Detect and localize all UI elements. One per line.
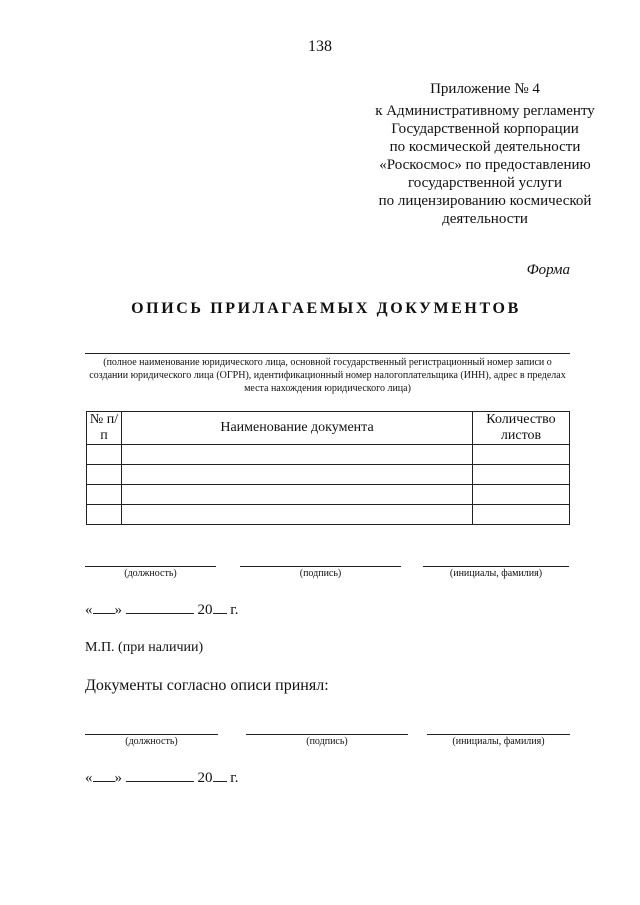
position-caption: (должность) [124, 568, 177, 579]
appendix-line: к Административному регламенту [375, 103, 595, 119]
month-field[interactable] [126, 601, 194, 614]
table-cell[interactable] [122, 445, 473, 465]
year-field[interactable] [213, 769, 227, 782]
year-suffix: г. [230, 770, 239, 786]
table-header-row [87, 412, 570, 445]
accepted-label: Документы согласно описи принял: [85, 677, 329, 694]
appendix-line: по космической деятельности [389, 139, 581, 155]
year-field[interactable] [213, 601, 227, 614]
name-field[interactable] [427, 734, 570, 735]
signature-caption: (подпись) [299, 568, 342, 579]
header-document-name: Наименование документа [122, 412, 473, 445]
appendix-line: деятельности [442, 211, 528, 227]
table-cell[interactable] [473, 485, 570, 505]
close-quote: » [114, 602, 122, 618]
table-cell[interactable] [87, 505, 122, 525]
appendix-line: Государственной корпорации [391, 121, 579, 137]
year-prefix: 20 [197, 602, 213, 618]
table-cell[interactable] [473, 465, 570, 485]
name-caption: (инициалы, фамилия) [452, 736, 545, 747]
open-quote: « [85, 602, 93, 618]
appendix-line: государственной услуги [408, 175, 562, 191]
day-field[interactable] [93, 601, 115, 614]
table-cell[interactable] [87, 485, 122, 505]
header-number: № п/п [87, 412, 122, 445]
open-quote: « [85, 770, 93, 786]
appendix-line: «Роскосмос» по предоставлению [379, 157, 591, 173]
table-row [87, 505, 570, 525]
table-cell[interactable] [122, 505, 473, 525]
year-suffix: г. [230, 602, 239, 618]
organization-name-field[interactable] [85, 353, 570, 354]
organization-caption: (полное наименование юридического лица, основной государственный регистрационный номер записи о создании юридического лица (ОГРН), идентификационный номер налогоплательщика (ИНН), адрес в пределах места нахождения юридического лица) [89, 357, 566, 394]
date-line [85, 769, 238, 787]
year-prefix: 20 [197, 770, 213, 786]
month-field[interactable] [126, 769, 194, 782]
document-title: ОПИСЬ ПРИЛАГАЕМЫХ ДОКУМЕНТОВ [131, 300, 521, 317]
day-field[interactable] [93, 769, 115, 782]
table-cell[interactable] [87, 465, 122, 485]
table-row [87, 485, 570, 505]
appendix-line: по лицензированию космической [378, 193, 592, 209]
table-cell[interactable] [87, 445, 122, 465]
appendix-header [360, 80, 610, 228]
table-row [87, 465, 570, 485]
stamp-note: М.П. (при наличии) [85, 640, 204, 655]
table-cell[interactable] [473, 505, 570, 525]
form-label: Форма [526, 262, 570, 278]
close-quote: » [114, 770, 122, 786]
position-field[interactable] [85, 566, 216, 567]
page-number: 138 [308, 38, 332, 55]
name-field[interactable] [423, 566, 569, 567]
table-cell[interactable] [122, 485, 473, 505]
position-field[interactable] [85, 734, 218, 735]
signature-field[interactable] [240, 566, 401, 567]
signature-caption: (подпись) [306, 736, 348, 747]
table-cell[interactable] [473, 445, 570, 465]
table-cell[interactable] [122, 465, 473, 485]
header-sheet-count: Количество листов [473, 412, 570, 445]
documents-table [86, 411, 570, 525]
appendix-title: Приложение № 4 [430, 81, 540, 97]
name-caption: (инициалы, фамилия) [449, 568, 543, 579]
signature-field[interactable] [246, 734, 408, 735]
date-line [85, 601, 238, 619]
position-caption: (должность) [125, 736, 178, 747]
table-row [87, 445, 570, 465]
